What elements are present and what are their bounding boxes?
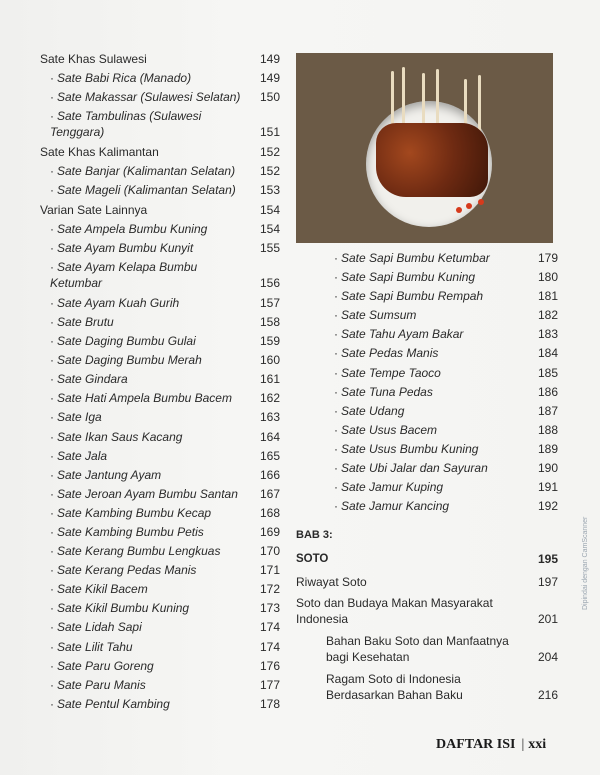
bullet-icon: · [334,346,338,361]
toc-entry-page: 188 [537,422,558,437]
toc-entry-title [50,695,170,714]
toc-entry-title [50,466,161,485]
toc-entry-text: Sate Sapi Bumbu Rempah [341,289,484,304]
page-footer: DAFTAR ISI | xxi [436,737,547,752]
toc-entry-text: Sate Kerang Bumbu Lengkuas [57,544,221,559]
toc-entry-page: 149 [259,71,280,86]
toc-entry-page: 171 [259,563,280,578]
bullet-icon: · [50,164,54,179]
toc-entry-page: 152 [259,164,280,179]
toc-entry-page: 160 [259,353,280,368]
toc-entry-title [50,351,202,370]
toc-entry-text: Sate Usus Bacem [341,422,438,437]
toc-entry-page: 167 [259,486,280,501]
bullet-icon: · [334,461,338,476]
toc-entry-page: 172 [259,582,280,597]
toc-entry-text: Sate Paru Manis [57,677,146,692]
toc-entry[interactable] [40,258,280,294]
toc-entry[interactable] [40,561,280,580]
toc-entry[interactable] [40,69,280,88]
toc-entry-text: Sate Lilit Tahu [57,639,133,654]
toc-entry-page: 187 [537,403,558,418]
toc-entry[interactable] [296,670,558,706]
toc-entry[interactable] [40,313,280,332]
toc-entry[interactable] [296,344,558,363]
toc-entry-text: Sate Ayam Kelapa Bumbu Ketumbar [50,259,198,290]
toc-entry-title [296,595,506,627]
bullet-icon: · [50,221,54,236]
toc-entry[interactable] [40,239,280,258]
bullet-icon: · [50,391,54,406]
toc-entry-text: Sate Jamur Kuping [341,480,444,495]
toc-entry-text: Sate Ubi Jalar dan Sayuran [341,461,488,476]
toc-entry-text: Sate Babi Rica (Manado) [57,71,192,86]
toc-entry-page: 152 [259,145,280,160]
toc-entry-page: 201 [537,612,558,627]
toc-entry-text: Sate Daging Bumbu Gulai [57,334,196,349]
toc-entry-text: Sate Daging Bumbu Merah [57,353,202,368]
bab-label-row [296,526,558,546]
toc-entry-title [50,108,226,140]
toc-entry[interactable] [296,364,558,383]
toc-entry-title [50,181,236,200]
bullet-icon: · [50,410,54,425]
toc-entry[interactable] [40,695,280,714]
toc-entry[interactable] [40,220,280,239]
toc-entry-page: 168 [259,505,280,520]
toc-entry-page: 153 [259,183,280,198]
toc-entry-title [296,573,367,592]
toc-entry[interactable] [40,332,280,351]
toc-entry[interactable] [296,594,558,630]
bullet-icon: · [50,259,54,274]
toc-entry-title [334,306,416,325]
toc-entry-page: 174 [259,620,280,635]
toc-entry-text: Soto dan Budaya Makan Masyarakat Indonesia [296,596,493,627]
toc-entry-title [50,523,204,542]
bullet-icon: · [50,183,54,198]
toc-entry-text: Sate Pentul Kambing [57,696,170,711]
bullet-icon: · [334,384,338,399]
toc-entry-title [50,561,196,580]
toc-entry-text: Sate Lidah Sapi [57,620,142,635]
toc-entry-title [50,428,182,447]
toc-entry-title [50,599,189,618]
toc-entry[interactable] [296,287,558,306]
toc-entry-title [326,671,526,703]
toc-entry-text: Bahan Baku Soto dan Manfaatnya bagi Kesehatan [326,634,509,665]
footer-page-number: xxi [528,737,547,752]
bab-title: SOTO [296,553,329,565]
bullet-icon: · [50,314,54,329]
toc-entry[interactable] [296,573,558,592]
bab-label: BAB 3: [296,529,333,541]
bullet-icon: · [50,353,54,368]
toc-entry-title [50,408,102,427]
toc-entry[interactable] [296,249,558,268]
toc-entry-text: Sate Ikan Saus Kacang [57,429,183,444]
toc-entry-text: Sate Mageli (Kalimantan Selatan) [57,183,236,198]
toc-entry-page: 179 [537,251,558,265]
toc-entry-page: 216 [537,688,558,703]
toc-entry-text: Sate Makassar (Sulawesi Selatan) [57,90,241,105]
toc-entry-text: Sate Iga [57,410,102,425]
toc-entry-title [50,294,179,313]
toc-entry-title [50,447,107,466]
toc-entry[interactable] [40,580,280,599]
toc-entry-title [50,657,154,676]
bullet-icon: · [50,544,54,559]
toc-entry-page: 157 [259,295,280,310]
toc-entry[interactable] [40,542,280,561]
toc-entry[interactable] [40,657,280,676]
toc-entry[interactable] [40,447,280,466]
toc-entry-page: 163 [259,410,280,425]
toc-entry-page: 170 [259,544,280,559]
toc-entry[interactable] [40,143,280,162]
toc-entry-title [334,344,438,363]
toc-entry-title [334,364,441,383]
toc-entry-page: 178 [259,696,280,711]
toc-entry[interactable] [40,408,280,427]
footer-label: DAFTAR ISI [436,737,516,752]
toc-entry[interactable] [40,523,280,542]
bullet-icon: · [50,334,54,349]
bullet-icon: · [50,109,54,124]
bullet-icon: · [334,270,338,285]
toc-entry-title [334,268,475,287]
toc-entry-page: 176 [259,658,280,673]
toc-entry-page: 181 [537,289,558,304]
toc-entry[interactable] [296,478,558,497]
toc-entry-page: 204 [537,650,558,665]
toc-entry[interactable] [40,428,280,447]
toc-entry-text: Sate Khas Kalimantan [40,145,159,160]
bullet-icon: · [334,422,338,437]
toc-entry-page: 155 [259,240,280,255]
bullet-icon: · [334,289,338,304]
toc-entry-title [40,50,147,69]
toc-entry-title [50,676,146,695]
toc-entry[interactable] [40,466,280,485]
toc-entry-text: Sate Kambing Bumbu Kecap [57,505,212,520]
toc-entry-text: Sate Sapi Bumbu Kuning [341,270,476,285]
toc-entry-page: 191 [537,480,558,495]
toc-entry-title [50,88,240,107]
toc-entry-text: Sate Banjar (Kalimantan Selatan) [57,164,236,179]
toc-entry-page: 174 [259,639,280,654]
toc-entry-text: Sate Tuna Pedas [341,384,433,399]
toc-entry-title [50,389,232,408]
toc-entry-title [50,220,207,239]
toc-entry-text: Sate Jantung Ayam [57,467,162,482]
toc-entry[interactable] [40,370,280,389]
toc-entry-text: Sate Sumsum [341,308,417,323]
bullet-icon: · [50,467,54,482]
toc-entry[interactable] [296,268,558,287]
toc-entry-page: 173 [259,601,280,616]
toc-entry-text: Sate Jamur Kancing [341,499,450,514]
toc-entry-text: Sate Pedas Manis [341,346,439,361]
toc-entry-title [50,239,193,258]
toc-entry-text: Ragam Soto di Indonesia Berdasarkan Bahan Baku [326,672,463,703]
bullet-icon: · [334,480,338,495]
toc-entry[interactable] [296,383,558,402]
toc-entry-title [50,638,133,657]
toc-entry-page: 164 [259,429,280,444]
toc-entry-page: 162 [259,391,280,406]
toc-entry-text: Sate Kerang Pedas Manis [57,563,197,578]
toc-entry-page: 183 [537,327,558,342]
bullet-icon: · [334,403,338,418]
toc-entry-text: Sate Kikil Bacem [57,582,148,597]
toc-entry[interactable] [40,504,280,523]
toc-entry[interactable] [296,497,558,516]
bab-section [296,526,558,708]
toc-entry-text: Sate Jeroan Ayam Bumbu Santan [57,486,238,501]
toc-entry[interactable] [40,181,280,200]
toc-entry-page: 190 [537,461,558,476]
toc-entry-page: 186 [537,384,558,399]
toc-entry-title [50,485,238,504]
toc-entry-title [40,143,159,162]
toc-entry-text: Sate Kambing Bumbu Petis [57,524,204,539]
toc-entry-title [50,370,128,389]
bab-page: 195 [537,552,558,566]
toc-entry[interactable] [296,440,558,459]
toc-entry-text: Sate Udang [341,403,405,418]
toc-entry[interactable] [40,638,280,657]
bab-title-row[interactable] [296,546,558,573]
toc-entry-page: 184 [537,346,558,361]
toc-entry-page: 180 [537,270,558,285]
toc-entry-page: 182 [537,308,558,323]
bullet-icon: · [334,365,338,380]
toc-entry-title [50,162,235,181]
bullet-icon: · [50,90,54,105]
bullet-icon: · [50,505,54,520]
toc-entry[interactable] [40,162,280,181]
bullet-icon: · [50,240,54,255]
toc-entry-text: Varian Sate Lainnya [40,202,148,217]
toc-entry-page: 165 [259,448,280,463]
toc-left-column [40,50,280,714]
toc-entry[interactable] [40,201,280,220]
bullet-icon: · [334,251,338,265]
toc-entry[interactable] [40,88,280,107]
toc-entry-text: Sate Ayam Bumbu Kunyit [57,240,194,255]
bullet-icon: · [334,308,338,323]
toc-entry[interactable] [40,351,280,370]
toc-entry-text: Sate Tambulinas (Sulawesi Tenggara) [50,109,202,140]
toc-entry-page: 156 [259,275,280,290]
bullet-icon: · [50,639,54,654]
toc-entry-title [50,259,226,291]
toc-entry-page: 185 [537,365,558,380]
toc-entry-text: Sate Tahu Ayam Bakar [341,327,464,342]
toc-entry[interactable] [40,676,280,695]
toc-entry-title [326,633,526,665]
sate-photo [296,53,553,243]
toc-entry-text: Sate Usus Bumbu Kuning [341,441,479,456]
toc-entry-page: 189 [537,441,558,456]
bullet-icon: · [334,327,338,342]
toc-entry[interactable] [40,50,280,69]
toc-entry-title [334,249,490,268]
bullet-icon: · [50,582,54,597]
toc-entry-text: Sate Ayam Kuah Gurih [57,295,180,310]
bullet-icon: · [334,441,338,456]
toc-entry[interactable] [40,485,280,504]
toc-entry-title [334,383,433,402]
toc-entry-title [50,332,196,351]
toc-entry[interactable] [40,294,280,313]
bullet-icon: · [50,620,54,635]
toc-entry-text: Sate Gindara [57,372,128,387]
toc-entry-title [334,287,483,306]
toc-entry-title [334,325,463,344]
toc-entry-text: Sate Ampela Bumbu Kuning [57,221,208,236]
toc-entry-page: 154 [259,202,280,217]
toc-entry[interactable] [296,306,558,325]
toc-entry[interactable] [40,107,280,143]
bullet-icon: · [50,563,54,578]
toc-entry[interactable] [40,599,280,618]
toc-entry[interactable] [296,632,558,668]
toc-entry-page: 166 [259,467,280,482]
toc-entry-text: Sate Sapi Bumbu Ketumbar [341,251,490,265]
toc-entry-text: Sate Jala [57,448,108,463]
scanner-watermark: Dipindai dengan CamScanner [582,516,589,610]
toc-entry-title [50,580,148,599]
toc-entry-title [334,402,404,421]
toc-entry-page: 192 [537,499,558,514]
soto-list [296,573,558,706]
bullet-icon: · [50,677,54,692]
toc-entry-page: 151 [259,125,280,140]
bullet-icon: · [50,696,54,711]
bullet-icon: · [50,448,54,463]
sate-meat [376,123,488,197]
toc-entry-title [334,421,437,440]
toc-entry[interactable] [40,618,280,637]
toc-entry-page: 159 [259,334,280,349]
toc-entry-text: Sate Hati Ampela Bumbu Bacem [57,391,232,406]
toc-entry-text: Sate Brutu [57,314,114,329]
bullet-icon: · [50,601,54,616]
toc-entry-page: 197 [537,575,558,589]
toc-entry[interactable] [296,325,558,344]
toc-entry-title [50,542,220,561]
bullet-icon: · [50,658,54,673]
bullet-icon: · [50,486,54,501]
toc-entry-title [334,497,449,516]
toc-entry-text: Sate Kikil Bumbu Kuning [57,601,190,616]
bullet-icon: · [50,295,54,310]
toc-entry-title [50,313,114,332]
toc-entry-page: 150 [259,90,280,105]
toc-entry-text: Riwayat Soto [296,575,367,589]
toc-entry-page: 149 [259,52,280,66]
bullet-icon: · [50,71,54,86]
toc-entry-text: Sate Paru Goreng [57,658,154,673]
bullet-icon: · [50,372,54,387]
bullet-icon: · [50,429,54,444]
toc-entry-title [334,440,478,459]
toc-entry-text: Sate Khas Sulawesi [40,52,147,66]
bullet-icon: · [334,499,338,514]
toc-entry[interactable] [296,402,558,421]
toc-right-column [296,249,558,516]
toc-entry-page: 177 [259,677,280,692]
toc-entry-title [50,504,211,523]
toc-entry-page: 161 [259,372,280,387]
toc-entry[interactable] [40,389,280,408]
toc-entry-title [50,618,142,637]
toc-entry[interactable] [296,459,558,478]
toc-entry-title [40,201,147,220]
toc-entry-title [50,69,191,88]
toc-entry-page: 158 [259,314,280,329]
bullet-icon: · [50,524,54,539]
toc-entry-page: 169 [259,524,280,539]
toc-entry-page: 154 [259,221,280,236]
toc-entry-text: Sate Tempe Taoco [341,365,441,380]
toc-entry-title [334,478,443,497]
toc-entry[interactable] [296,421,558,440]
toc-entry-title [334,459,488,478]
